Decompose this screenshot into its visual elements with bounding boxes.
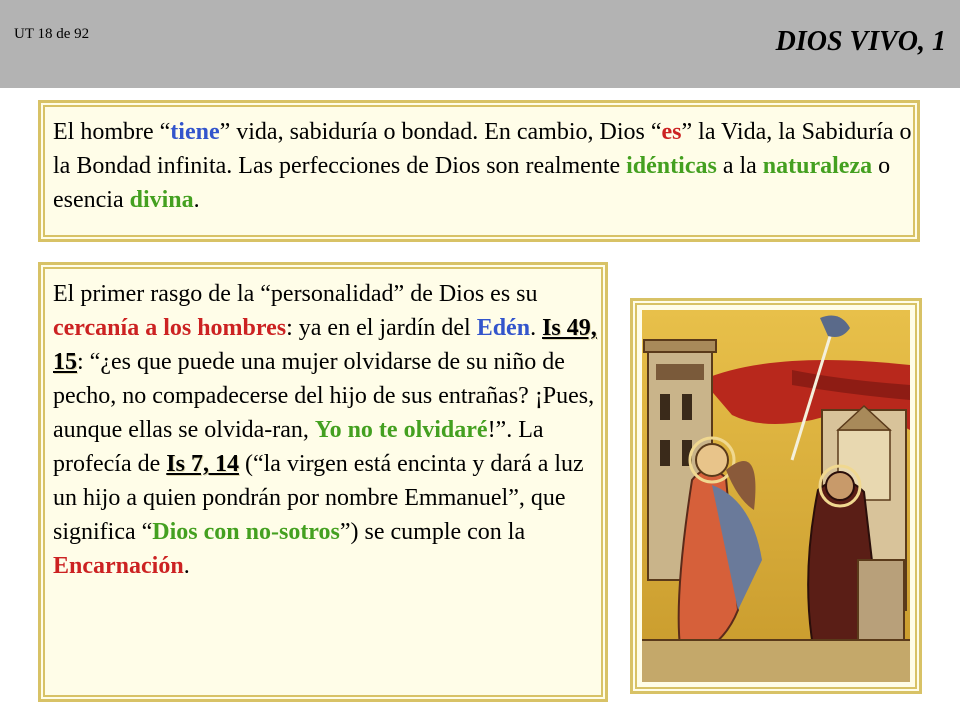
highlight-tiene: tiene xyxy=(170,119,220,145)
bible-reference-is-49-15: Is 49, 15 xyxy=(53,315,597,375)
bible-reference-is-7-14: Is 7, 14 xyxy=(166,451,239,477)
annunciation-icon-frame xyxy=(630,298,922,694)
text-run: ” la Vida, la Sabiduría o la Bondad infinita. Las perfecciones de Dios son realmente xyxy=(53,119,912,179)
text-run: o esencia xyxy=(53,153,891,213)
highlight-naturaleza: naturaleza xyxy=(762,153,873,179)
floor xyxy=(642,640,910,682)
text-run: : ya en el jardín del xyxy=(286,315,477,341)
text-run: . xyxy=(193,187,200,213)
text-run: El hombre “ xyxy=(53,119,171,145)
definition-box xyxy=(38,100,920,242)
highlight-es: es xyxy=(661,119,682,145)
text-run: . xyxy=(530,315,543,341)
highlight-yo-no-te-olvidare: Yo no te olvidaré xyxy=(314,417,488,443)
text-run: ” vida, sabiduría o bondad. En cambio, Dios “ xyxy=(219,119,662,145)
text-run: El primer rasgo de la “personalidad” de Dios es su xyxy=(53,281,538,307)
definition-paragraph xyxy=(53,115,913,217)
text-run: a la xyxy=(716,153,763,179)
slide-counter: UT 18 de 92 xyxy=(14,26,90,42)
slide-title: DIOS VIVO, 1 xyxy=(775,26,946,57)
highlight-cercania: cercanía a los hombres xyxy=(53,315,287,341)
annunciation-icon-image xyxy=(642,310,910,682)
highlight-identicas: idénticas xyxy=(626,153,717,179)
personality-box xyxy=(38,262,608,702)
highlight-encarnacion: Encarnación xyxy=(53,553,184,579)
highlight-eden: Edén xyxy=(476,315,531,341)
text-run: (“la virgen está encinta y dará a luz un hijo a quien pondrán por nombre Emmanuel”, que significa “ xyxy=(53,451,584,545)
text-run: !”. La profecía de xyxy=(53,417,544,477)
text-run: : “¿es que puede una mujer olvidarse de su niño de pecho, no compadecerse del hijo de sus entrañas? ¡Pues, aunque ellas se olvida-ran, xyxy=(53,349,595,443)
highlight-dios-con-nosotros: Dios con no-sotros xyxy=(152,519,340,545)
highlight-divina: divina xyxy=(129,187,194,213)
text-run: ”) se cumple con la xyxy=(339,519,526,545)
text-run: . xyxy=(183,553,190,579)
slide-header xyxy=(0,0,960,88)
personality-paragraph xyxy=(53,277,603,583)
